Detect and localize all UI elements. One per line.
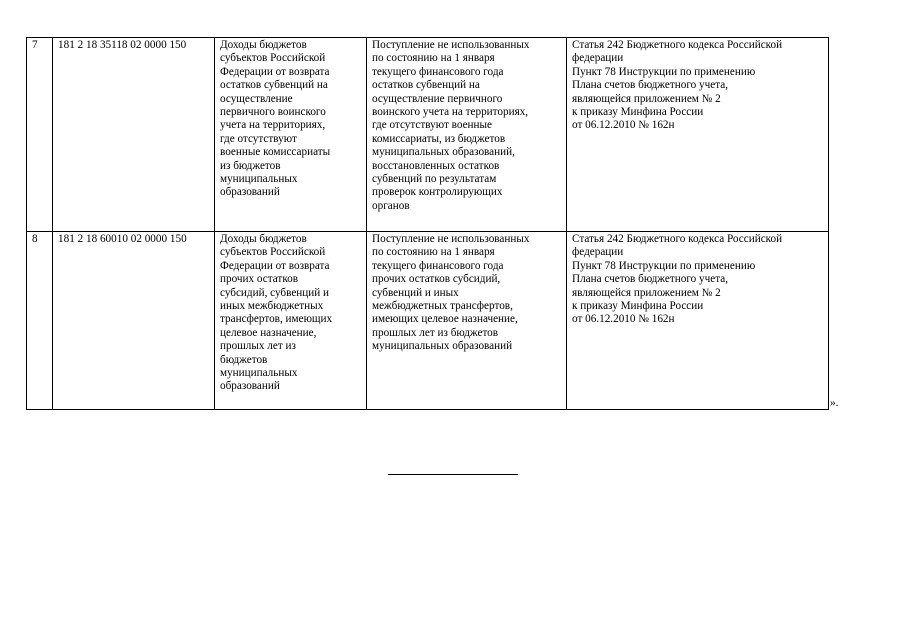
description-cell: Поступление не использованных по состоянию на 1 января текущего финансового года прочих остатков субсидий, субвенций и иных межбюджетных трансфертов, имеющих целевое назначение, прошлых лет из бюджетов муниципальных образований [367,232,567,410]
income-name-cell: Доходы бюджетов субъектов Российской Федерации от возврата прочих остатков субсидий, субвенций и иных межбюджетных трансфертов, имеющих целевое назначение, прошлых лет из бюджетов муниципальных образований [215,232,367,410]
income-name-cell: Доходы бюджетов субъектов Российской Федерации от возврата остатков субвенций на осуществление первичного воинского учета на территориях, где отсутствуют военные комиссариаты из бюджетов муниципальных образований [215,38,367,232]
budget-code-cell: 181 2 18 60010 02 0000 150 [53,232,215,410]
legal-basis-cell: Статья 242 Бюджетного кодекса Российской федерации Пункт 78 Инструкции по применению Плана счетов бюджетного учета, являющейся приложением № 2 к приказу Минфина России от 06.12.2010 № 162н [567,232,829,410]
closing-quote-mark: ». [830,397,839,409]
legal-basis-cell: Статья 242 Бюджетного кодекса Российской федерации Пункт 78 Инструкции по применению Плана счетов бюджетного учета, являющейся приложением № 2 к приказу Минфина России от 06.12.2010 № 162н [567,38,829,232]
income-codes-table [26,37,829,410]
row-number-cell: 7 [27,38,53,232]
table-row [27,232,829,410]
description-cell: Поступление не использованных по состоянию на 1 января текущего финансового года остатков субвенций на осуществление первичного воинского учета на территориях, где отсутствуют военные комиссариаты, из бюджетов муниципальных образований, восстановленных остатков субвенций по результатам проверок контролирующих органов [367,38,567,232]
table-row [27,38,829,232]
budget-code-cell: 181 2 18 35118 02 0000 150 [53,38,215,232]
separator-line [388,474,518,475]
row-number-cell: 8 [27,232,53,410]
